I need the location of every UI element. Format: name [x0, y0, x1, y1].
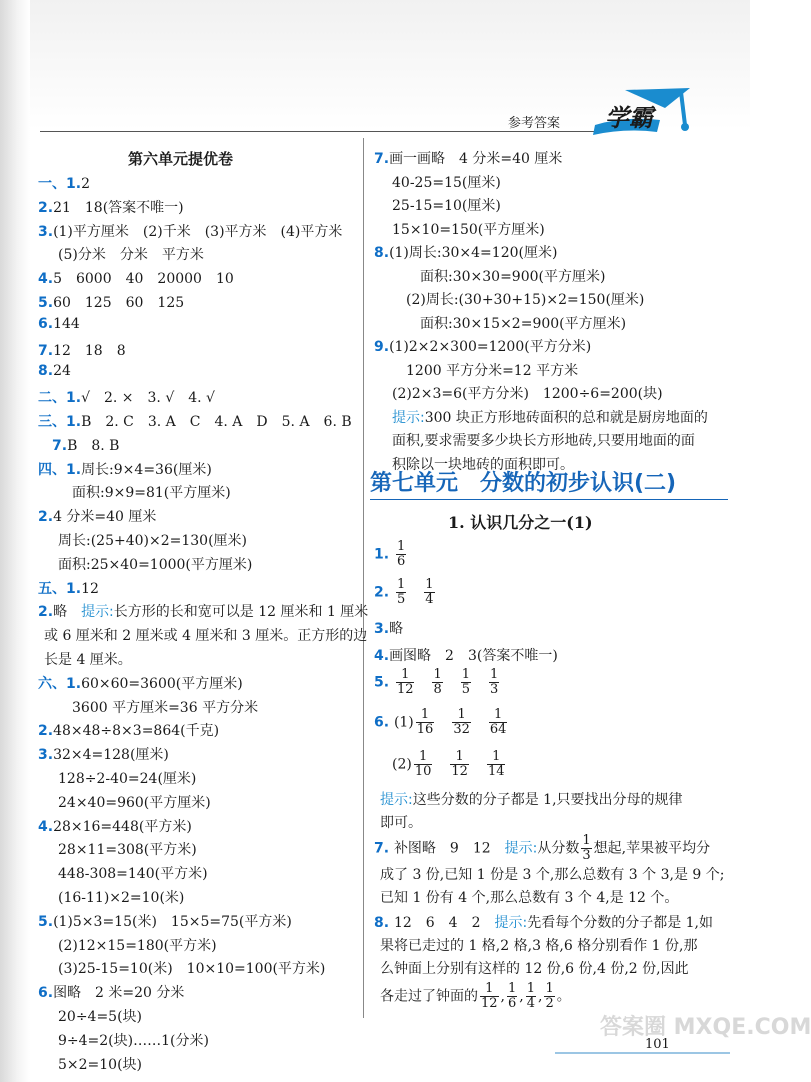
answer-text: 24 — [53, 363, 71, 380]
answer-text: 长方形的长和宽可以是 12 厘米和 1 厘米 — [113, 604, 369, 621]
answer-text: 128÷2-40=24(厘米) — [44, 771, 197, 787]
spacer — [509, 715, 523, 731]
fraction — [487, 750, 506, 779]
answer-text: 面积:30×30=900(平方厘米) — [392, 268, 606, 285]
fraction — [544, 982, 554, 1011]
fraction-numerator: 1 — [480, 982, 499, 997]
answer-text: (16-11)×2=10(米) — [44, 890, 185, 906]
answer-text: 21 18(答案不唯一) — [53, 199, 184, 216]
unit-title: 第七单元 分数的初步认识(二) — [370, 471, 677, 496]
answer-line — [44, 958, 325, 978]
answer-line — [38, 197, 184, 217]
question-number: 8. — [374, 245, 390, 261]
question-number: 三、1. — [38, 414, 82, 430]
spacer — [501, 675, 515, 691]
answer-line — [374, 336, 591, 356]
answer-line — [374, 645, 558, 665]
answer-text: (1)周长:30×4=120(厘米) — [389, 245, 558, 261]
answer-line — [44, 1054, 142, 1074]
answer-line — [44, 839, 197, 859]
answer-line — [44, 1006, 142, 1026]
answer-line — [38, 601, 368, 621]
answer-text: 60×60=3600(平方厘米) — [81, 675, 243, 692]
answer-text: 这些分数的分子都是 1,只要找出分母的规律 — [412, 792, 683, 808]
answer-line — [38, 578, 99, 598]
answer-line — [38, 363, 71, 379]
question-number: 5. — [374, 674, 394, 691]
answer-line — [380, 887, 678, 907]
answer-text: 3600 平方厘米=36 平方分米 — [44, 699, 259, 716]
question-number: 3. — [38, 747, 54, 764]
question-number: 7. — [374, 840, 394, 857]
fraction-denominator: 6 — [508, 996, 517, 1011]
unit-title-rule — [370, 499, 728, 500]
fraction-numerator: 1 — [396, 539, 406, 554]
answer-text: 图略 2 米=20 分米 — [53, 985, 185, 1002]
fraction — [432, 668, 442, 697]
answer-line — [380, 812, 422, 832]
answer-line — [392, 313, 626, 333]
answer-line — [374, 540, 422, 569]
answer-text: 已知 1 份有 4 个,那么总数有 3 个 4,是 12 个。 — [380, 890, 679, 906]
fraction-numerator: 1 — [450, 750, 469, 765]
page-number: 101 — [645, 1037, 670, 1052]
answer-line — [44, 863, 208, 883]
fraction-numerator: 1 — [433, 667, 442, 682]
question-number: 9. — [374, 339, 390, 355]
hint-label: 提示: — [504, 840, 538, 857]
answer-text: 面积:25×40=1000(平方厘米) — [44, 556, 253, 573]
fraction-denominator: 5 — [396, 592, 406, 607]
answer-text: 5×2=10(块) — [44, 1056, 143, 1073]
fraction-denominator: 8 — [433, 682, 442, 697]
answer-line — [38, 340, 126, 360]
answer-line — [44, 697, 258, 717]
fraction-denominator: 5 — [461, 682, 471, 697]
logo-text: 学霸 — [605, 104, 653, 132]
fraction-numerator: 1 — [582, 833, 591, 848]
answer-text: 144 — [53, 315, 80, 332]
answer-text: 长是 4 厘米。 — [44, 652, 132, 668]
answer-text: 15×10=150(平方厘米) — [392, 221, 545, 238]
spacer — [437, 585, 451, 601]
fraction-denominator: 3 — [490, 682, 499, 697]
answer-text: 积除以一块地砖的面积即可。 — [392, 456, 574, 473]
page-gutter-shadow — [0, 0, 30, 1082]
answer-line — [44, 482, 231, 502]
answer-line — [38, 744, 169, 764]
answer-line — [380, 864, 724, 884]
question-number: 2. — [38, 723, 54, 740]
question-number: 2. — [38, 509, 54, 526]
answer-text: 28×16=448(平方米) — [53, 818, 192, 835]
fraction-numerator: 1 — [487, 750, 506, 765]
separator: , — [519, 988, 524, 1005]
answer-text: 略 — [389, 621, 404, 637]
answer-line — [392, 172, 501, 192]
answer-text: 。 — [556, 988, 571, 1005]
answer-text: 4 分米=40 厘米 — [53, 509, 157, 526]
fraction-denominator: 6 — [396, 554, 406, 569]
question-number: 7. — [38, 342, 54, 359]
section-title: 第六单元提优卷 — [128, 150, 234, 168]
answer-text: 9÷4=2(块)……1(分米) — [44, 1032, 209, 1049]
fraction-denominator: 4 — [425, 592, 434, 607]
fraction-denominator: 4 — [526, 996, 536, 1011]
answer-text: 300 块正方形地砖面积的总和就是厨房地面的 — [424, 409, 708, 426]
hint-label: 提示: — [380, 792, 413, 808]
watermark: 答案圈 MXQE.COM — [600, 1015, 811, 1040]
question-number: 3. — [38, 223, 54, 240]
fraction — [424, 578, 434, 607]
fraction — [480, 982, 499, 1011]
fraction-denominator: 32 — [453, 722, 470, 737]
answer-line — [38, 173, 90, 193]
answer-line — [44, 887, 184, 907]
answer-text: 画图略 2 3(答案不唯一) — [389, 648, 558, 664]
question-number: 6. — [38, 985, 54, 1002]
question-number: 2. — [38, 199, 54, 216]
spacer — [507, 757, 521, 773]
answer-line — [38, 292, 184, 312]
answer-text: 面积,要求需要多少块长方形地砖,只要用地面的面 — [392, 433, 695, 449]
answer-line — [38, 673, 243, 693]
hint-label: 提示: — [392, 409, 425, 426]
question-number: 4. — [374, 648, 390, 664]
fraction-denominator: 10 — [414, 764, 432, 779]
answer-text: (1)2×2×300=1200(平方分米) — [389, 339, 592, 355]
fraction-numerator: 1 — [414, 750, 433, 765]
fraction-denominator: 2 — [545, 996, 554, 1011]
answer-text: (1)5×3=15(米) 15×5=75(平方米) — [53, 913, 292, 930]
spacer — [436, 715, 450, 731]
fraction — [450, 750, 469, 779]
answer-line — [38, 720, 219, 740]
question-number: 4. — [38, 271, 54, 288]
answer-text: 先看每个分数的分子都是 1,如 — [527, 915, 714, 931]
answer-text: 么钟面上分别有这样的 12 份,6 份,4 份,2 份,因此 — [380, 961, 689, 977]
answer-line — [38, 459, 212, 479]
spacer — [408, 547, 422, 563]
answer-line — [38, 982, 184, 1002]
answer-text: √ 2. × 3. √ 4. √ — [81, 390, 215, 407]
spacer — [445, 675, 459, 691]
fraction-denominator: 14 — [487, 764, 505, 779]
question-number: 五、1. — [38, 580, 82, 597]
answer-line — [44, 244, 204, 264]
answer-text: (2)周长:(30+30+15)×2=150(厘米) — [392, 292, 645, 308]
answer-text: 32×4=128(厘米) — [53, 747, 169, 764]
answer-text: (2) — [392, 756, 412, 773]
answer-line — [374, 578, 451, 607]
question-number: 6. — [38, 315, 54, 332]
answer-text: 成了 3 份,已知 1 份是 3 个,那么总数有 3 个 3,是 9 个; — [380, 867, 725, 883]
answer-line — [44, 792, 211, 812]
fraction-denominator: 12 — [396, 682, 414, 697]
fraction-numerator: 1 — [396, 577, 406, 592]
fraction — [489, 708, 508, 737]
answer-text: 想起,苹果被平均分 — [593, 840, 711, 857]
answer-text: 20÷4=5(块) — [44, 1009, 143, 1025]
question-number: 一、1. — [38, 176, 82, 192]
fraction — [396, 668, 415, 697]
section-label: 参考答案 — [508, 116, 561, 131]
answer-text: B 2. C 3. A C 4. A D 5. A 6. B — [81, 414, 352, 430]
question-number: 4. — [38, 818, 54, 835]
question-number: 1. — [374, 546, 394, 563]
fraction-numerator: 1 — [489, 708, 508, 723]
fraction-numerator: 1 — [526, 981, 536, 996]
column-divider — [363, 138, 364, 1018]
answer-line — [392, 407, 708, 427]
answer-text: 画一画略 4 分米=40 厘米 — [389, 151, 563, 167]
answer-text: 即可。 — [380, 815, 422, 831]
answer-line — [374, 618, 403, 638]
fraction-numerator: 1 — [461, 667, 471, 682]
fraction-denominator: 12 — [451, 764, 468, 779]
answer-line — [38, 316, 80, 332]
separator: , — [538, 988, 543, 1005]
fraction-numerator: 1 — [425, 577, 434, 592]
answer-text: 12 18 8 — [53, 342, 126, 359]
answer-line — [392, 383, 663, 403]
answer-line — [38, 911, 292, 931]
answer-line — [38, 816, 192, 836]
fraction-numerator: 1 — [508, 981, 517, 996]
fraction — [507, 982, 517, 1011]
question-number: 8. — [38, 363, 54, 380]
answer-text: 448-308=140(平方米) — [44, 866, 208, 883]
fraction — [581, 834, 591, 863]
question-number: 5. — [38, 913, 54, 930]
answer-line — [374, 242, 557, 262]
answer-line — [44, 649, 132, 669]
answer-line — [392, 750, 521, 779]
answer-text: 48×48÷8×3=864(千克) — [53, 723, 220, 740]
answer-line — [44, 554, 252, 574]
answer-text: 5 6000 40 20000 10 — [53, 271, 234, 288]
question-number: 六、1. — [38, 675, 82, 692]
question-number: 5. — [38, 295, 54, 311]
question-number: 6. — [374, 714, 394, 731]
answer-line — [38, 268, 234, 288]
answer-line — [374, 148, 562, 168]
answer-line — [38, 221, 342, 241]
answer-line — [38, 506, 156, 526]
answer-line — [44, 935, 217, 955]
answer-line — [392, 360, 578, 380]
question-number: 二、1. — [38, 390, 82, 407]
answer-text: 12 6 4 2 — [393, 915, 495, 931]
answer-text: 周长:9×4=36(厘米) — [81, 461, 212, 478]
fraction — [526, 982, 536, 1011]
answer-line — [374, 912, 713, 932]
fraction-denominator: 12 — [481, 996, 498, 1011]
answer-line — [38, 387, 215, 407]
hint-label: 提示: — [494, 915, 528, 931]
answer-line — [44, 625, 367, 645]
fraction — [414, 750, 433, 779]
answer-line — [38, 435, 119, 455]
fraction-denominator: 3 — [582, 848, 591, 863]
spacer — [473, 715, 487, 731]
fraction-denominator: 16 — [416, 722, 434, 737]
answer-text: 或 6 厘米和 2 厘米或 4 厘米和 3 厘米。正方形的边 — [44, 628, 368, 645]
spacer — [408, 585, 422, 601]
answer-text: B 8. B — [67, 437, 120, 454]
logo — [585, 80, 695, 140]
answer-text: 面积:30×15×2=900(平方厘米) — [392, 315, 627, 332]
answer-text: 25-15=10(厘米) — [392, 198, 501, 214]
answer-line — [374, 834, 710, 863]
answer-text: 周长:(25+40)×2=130(厘米) — [44, 533, 248, 549]
answer-text: 面积:9×9=81(平方厘米) — [44, 485, 231, 502]
answer-text: 从分数 — [537, 840, 580, 857]
fraction-numerator: 1 — [452, 708, 471, 723]
fraction-numerator: 1 — [545, 981, 554, 996]
answer-text: 60 125 60 125 — [53, 295, 185, 311]
spacer — [434, 757, 448, 773]
fraction — [489, 668, 499, 697]
fraction — [461, 668, 471, 697]
answer-text: 12 — [81, 580, 99, 597]
answer-line — [374, 668, 515, 697]
question-number: 7. — [374, 151, 390, 167]
answer-line — [374, 708, 523, 737]
answer-text: 补图略 9 12 — [393, 840, 505, 857]
footer-rule — [555, 1052, 730, 1054]
question-number: 7. — [38, 437, 68, 454]
spacer — [416, 675, 430, 691]
fraction — [416, 708, 435, 737]
header-rule — [40, 131, 600, 132]
answer-line — [392, 454, 574, 474]
answer-line — [392, 430, 695, 450]
lesson-title: 1. 认识几分之一(1) — [448, 513, 593, 532]
answer-line — [392, 289, 644, 309]
question-number: 2. — [374, 584, 394, 601]
answer-line — [392, 195, 501, 215]
answer-text: 果将已走过的 1 格,2 格,3 格,6 格分别看作 1 份,那 — [380, 938, 698, 954]
answer-text: (5)分米 分米 平方米 — [44, 247, 204, 264]
answer-text: (1)平方厘米 (2)千米 (3)平方米 (4)平方米 — [53, 223, 343, 240]
question-number: 3. — [374, 621, 390, 637]
question-number: 8. — [374, 915, 394, 931]
fraction — [452, 708, 471, 737]
answer-text: 28×11=308(平方米) — [44, 842, 197, 859]
answer-text: 40-25=15(厘米) — [392, 174, 501, 191]
answer-line — [392, 266, 605, 286]
fraction — [396, 578, 406, 607]
answer-text: 2 — [81, 176, 90, 192]
answer-text: (3)25-15=10(米) 10×10=100(平方米) — [44, 961, 326, 978]
answer-text: (1) — [393, 714, 414, 731]
fraction — [396, 540, 406, 569]
answer-line — [380, 935, 698, 955]
answer-text: 1200 平方分米=12 平方米 — [392, 362, 579, 379]
answer-line — [380, 789, 683, 809]
answer-text: 各走过了钟面的 — [380, 988, 478, 1005]
fraction-numerator: 1 — [416, 708, 435, 723]
hint-label: 提示: — [81, 604, 114, 621]
answer-line — [44, 1030, 209, 1050]
fraction-denominator: 64 — [489, 722, 507, 737]
answer-text: (2)2×3=6(平方分米) 1200÷6=200(块) — [392, 386, 663, 402]
separator: , — [500, 988, 505, 1005]
answer-line — [38, 411, 352, 431]
question-number: 2. — [38, 604, 54, 621]
answer-line — [380, 958, 689, 978]
answer-line — [380, 982, 571, 1011]
fraction-numerator: 1 — [396, 668, 415, 683]
spacer — [473, 675, 487, 691]
answer-text: 略 — [53, 604, 82, 621]
answer-line — [392, 219, 545, 239]
answer-text: 24×40=960(平方厘米) — [44, 794, 211, 811]
answer-line — [44, 530, 247, 550]
answer-line — [44, 768, 196, 788]
question-number: 四、1. — [38, 461, 82, 478]
answer-text: (2)12×15=180(平方米) — [44, 937, 217, 954]
spacer — [471, 757, 485, 773]
fraction-numerator: 1 — [490, 667, 499, 682]
